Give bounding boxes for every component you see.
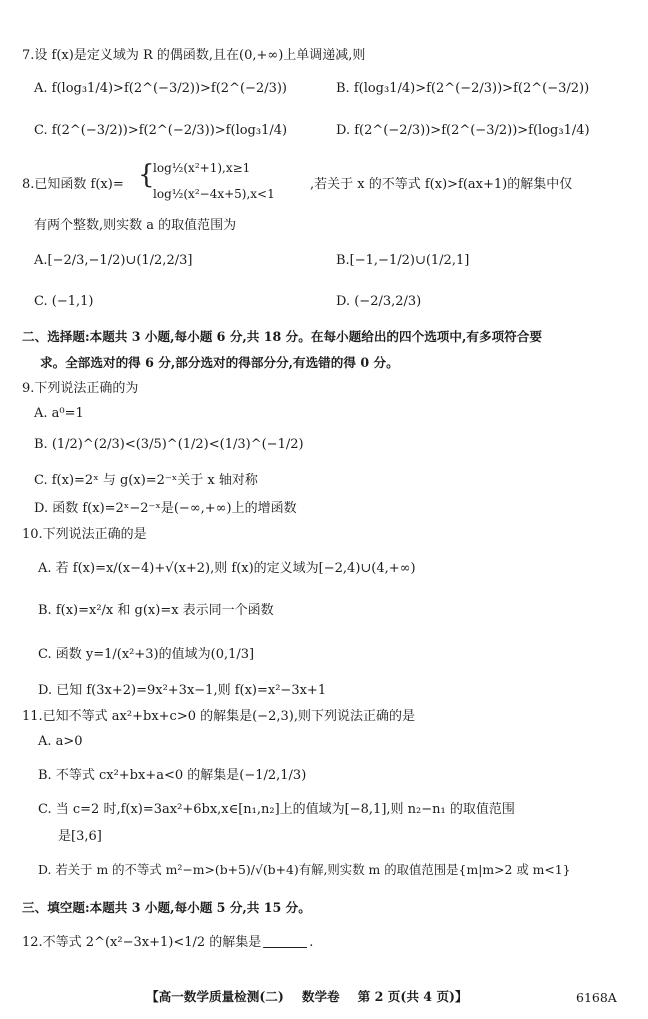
q11-option-c-line1: C. 当 c=2 时,f(x)=3ax²+6bx,x∈[n₁,n₂]上的值域为[−8,1],则 n₂−n₁ 的取值范围 bbox=[38, 802, 515, 817]
q9-option-c: C. f(x)=2ˣ 与 g(x)=2⁻ˣ关于 x 轴对称 bbox=[34, 473, 258, 488]
q8-piece2: log½(x²−4x+5),x<1 bbox=[153, 187, 275, 201]
q11-option-c-line2: 是[3,6] bbox=[58, 829, 102, 844]
q7-option-d: D. f(2^(−2/3))>f(2^(−3/2))>f(log₃1/4) bbox=[336, 123, 590, 138]
q10-option-d: D. 已知 f(3x+2)=9x²+3x−1,则 f(x)=x²−3x+1 bbox=[38, 683, 327, 698]
q7-option-b: B. f(log₃1/4)>f(2^(−2/3))>f(2^(−3/2)) bbox=[336, 81, 590, 96]
q10-option-a: A. 若 f(x)=x/(x−4)+√(x+2),则 f(x)的定义域为[−2,4)∪(4,+∞) bbox=[38, 561, 416, 576]
q12-line bbox=[22, 936, 313, 949]
q11-stem: 11.已知不等式 ax²+bx+c>0 的解集是(−2,3),则下列说法正确的是 bbox=[22, 709, 415, 724]
q12-end: . bbox=[309, 935, 314, 950]
q9-option-d: D. 函数 f(x)=2ˣ−2⁻ˣ是(−∞,+∞)上的增函数 bbox=[34, 501, 297, 516]
q9-option-a: A. a⁰=1 bbox=[34, 406, 84, 421]
q8-stem-line2: 有两个整数,则实数 a 的取值范围为 bbox=[34, 218, 237, 233]
footer-page: 第 2 页(共 4 页)】 bbox=[357, 989, 468, 1004]
footer bbox=[146, 991, 468, 1004]
q9-stem: 9.下列说法正确的为 bbox=[22, 381, 139, 396]
q7-stem: 7.设 f(x)是定义域为 R 的偶函数,且在(0,+∞)上单调递减,则 bbox=[22, 48, 366, 63]
footer-subject: 数学卷 bbox=[301, 989, 340, 1004]
q9-option-b: B. (1/2)^(2/3)<(3/5)^(1/2)<(1/3)^(−1/2) bbox=[34, 437, 304, 452]
q8-option-a: A.[−2/3,−1/2)∪(1/2,2/3] bbox=[34, 253, 193, 268]
section2-line1: 二、选择题:本题共 3 小题,每小题 6 分,共 18 分。在每小题给出的四个选项中,有多项符合要 bbox=[22, 329, 542, 344]
q8-brace: { bbox=[138, 160, 155, 190]
footer-code: 6168A bbox=[576, 990, 617, 1005]
q11-option-b: B. 不等式 cx²+bx+a<0 的解集是(−1/2,1/3) bbox=[38, 768, 307, 783]
q8-stem-prefix: 8.已知函数 f(x)= bbox=[22, 177, 124, 192]
q11-option-d: D. 若关于 m 的不等式 m²−m>(b+5)/√(b+4)有解,则实数 m 的取值范围是{m|m>2 或 m<1} bbox=[38, 862, 571, 877]
q8-piece1: log½(x²+1),x≥1 bbox=[153, 161, 251, 175]
q8-option-c: C. (−1,1) bbox=[34, 294, 94, 309]
q10-option-c: C. 函数 y=1/(x²+3)的值域为(0,1/3] bbox=[38, 647, 255, 662]
section2-line2: 求。全部选对的得 6 分,部分选对的得部分分,有选错的得 0 分。 bbox=[40, 355, 399, 370]
q8-stem-suffix: ,若关于 x 的不等式 f(x)>f(ax+1)的解集中仅 bbox=[310, 177, 573, 192]
q12-stem: 12.不等式 2^(x²−3x+1)<1/2 的解集是 bbox=[22, 935, 262, 950]
q8-option-b: B.[−1,−1/2)∪(1/2,1] bbox=[336, 253, 470, 268]
footer-title: 【高一数学质量检测(二) bbox=[146, 989, 284, 1004]
q10-option-b: B. f(x)=x²/x 和 g(x)=x 表示同一个函数 bbox=[38, 603, 274, 618]
section3-line1: 三、填空题:本题共 3 小题,每小题 5 分,共 15 分。 bbox=[22, 900, 311, 915]
q8-option-d: D. (−2/3,2/3) bbox=[336, 294, 422, 309]
q7-option-c: C. f(2^(−3/2))>f(2^(−2/3))>f(log₃1/4) bbox=[34, 123, 288, 138]
q11-option-a: A. a>0 bbox=[38, 734, 83, 749]
answer-blank[interactable] bbox=[263, 937, 307, 948]
q10-stem: 10.下列说法正确的是 bbox=[22, 527, 147, 542]
q7-option-a: A. f(log₃1/4)>f(2^(−3/2))>f(2^(−2/3)) bbox=[34, 81, 287, 96]
